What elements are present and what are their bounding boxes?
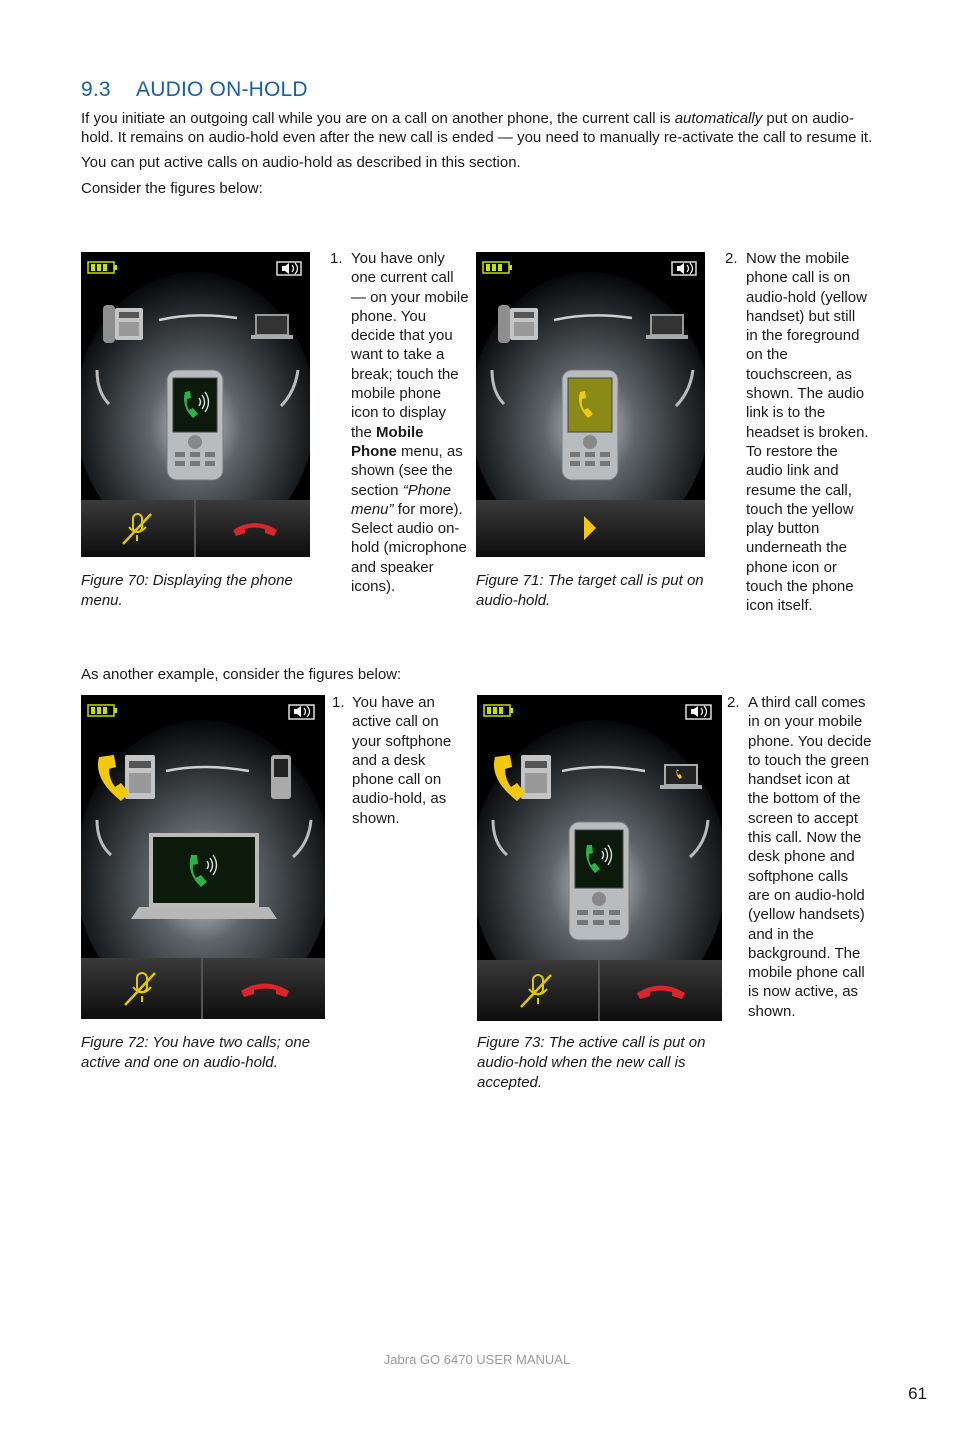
step-text: A third call comes in on your mobile phone. You decide to touch the green handset icon at the bottom of the screen to accept this call. Now the desk phone and softphone calls are on audio-hold (yellow handsets) and in the background. The mobile phone call is now active, as shown.: [748, 694, 872, 1020]
section-heading: [81, 78, 308, 102]
phone-menu-reference: “Phone menu”: [351, 481, 452, 518]
figure-71-caption: Figure 71: The target call is put on audio-hold.: [476, 572, 704, 609]
mobile-phone-icon: [562, 370, 618, 480]
step-text: You have only one current call — on your mobile phone. You decide that you want to take a break; touch the mobile phone icon to display the Mobile Phone menu, as shown (see the section “Phone menu” for more). Select audio on-hold (microphone and speaker icons).: [351, 250, 469, 596]
footer-title: Jabra GO 6470 USER MANUAL: [383, 1352, 571, 1367]
step-2-paragraph-2: To restore the audio link and resume the call, touch the yellow play button underneath the phone icon or touch the phone icon itself.: [746, 442, 854, 615]
step-1-example-2: [332, 693, 467, 833]
intro-paragraph-2: You can put active calls on audio-hold as described in this section.: [81, 154, 521, 172]
section-number: 9.3: [81, 78, 111, 101]
intro: [81, 109, 881, 198]
step-text: [746, 249, 870, 616]
phone-screen-70: [81, 252, 310, 557]
intro-paragraph-1: If you initiate an outgoing call while you are on a call on another phone, the current call is automatically put on audio-hold. It remains on audio-hold even after the new call is ended — you need to manually re-activate the call to resume it.: [81, 110, 873, 147]
desk-phone-icon: [498, 305, 538, 343]
desk-phone-icon: [521, 755, 551, 799]
desk-phone-icon: [103, 305, 143, 343]
mobile-phone-icon: [167, 370, 223, 480]
laptop-icon: [251, 315, 293, 339]
step-2-example-2: [727, 693, 872, 1103]
figure-72-caption: Figure 72: You have two calls; one active and one on audio-hold.: [81, 1034, 311, 1071]
laptop-icon: [660, 765, 702, 789]
phone-screen-71: [476, 252, 705, 557]
mobile-phone-icon: [569, 822, 629, 940]
step-text: You have an active call on your softphone and a desk phone call on audio-hold, as shown.: [352, 694, 452, 827]
figure-72-screenshot: [81, 695, 325, 1019]
step-2-paragraph-1: Now the mobile phone call is on audio-hold (yellow handset) but still in the foreground on the touchscreen, as shown. The audio link is to the headset is broken.: [746, 250, 869, 441]
phone-screen-73: [477, 695, 722, 1021]
step-1: [330, 249, 470, 619]
step-2: [725, 249, 870, 639]
section-title: AUDIO ON-HOLD: [136, 78, 308, 101]
mobile-phone-menu-label: Mobile Phone: [351, 423, 424, 460]
step-number: 2.: [725, 250, 738, 267]
figure-73-screenshot: [477, 695, 722, 1021]
figure-70-caption: Figure 70: Displaying the phone menu.: [81, 572, 293, 609]
phone-screen-72: [81, 695, 325, 1019]
intro-paragraph-3: Consider the figures below:: [81, 179, 263, 197]
figure-73-caption: Figure 73: The active call is put on audio-hold when the new call is accepted.: [477, 1034, 706, 1091]
figure-71-screenshot: [476, 252, 705, 557]
laptop-icon: [131, 835, 277, 919]
step-number: 1.: [332, 694, 345, 711]
desk-phone-icon: [125, 755, 155, 799]
figure-70-screenshot: [81, 252, 310, 557]
page-number: 61: [908, 1384, 927, 1403]
emphasis-automatically: automatically: [674, 110, 763, 127]
example-2-intro: As another example, consider the figures below:: [81, 666, 402, 683]
step-number: 2.: [727, 694, 740, 711]
laptop-icon: [646, 315, 688, 339]
step-number: 1.: [330, 250, 343, 267]
mobile-phone-icon: [271, 755, 291, 799]
